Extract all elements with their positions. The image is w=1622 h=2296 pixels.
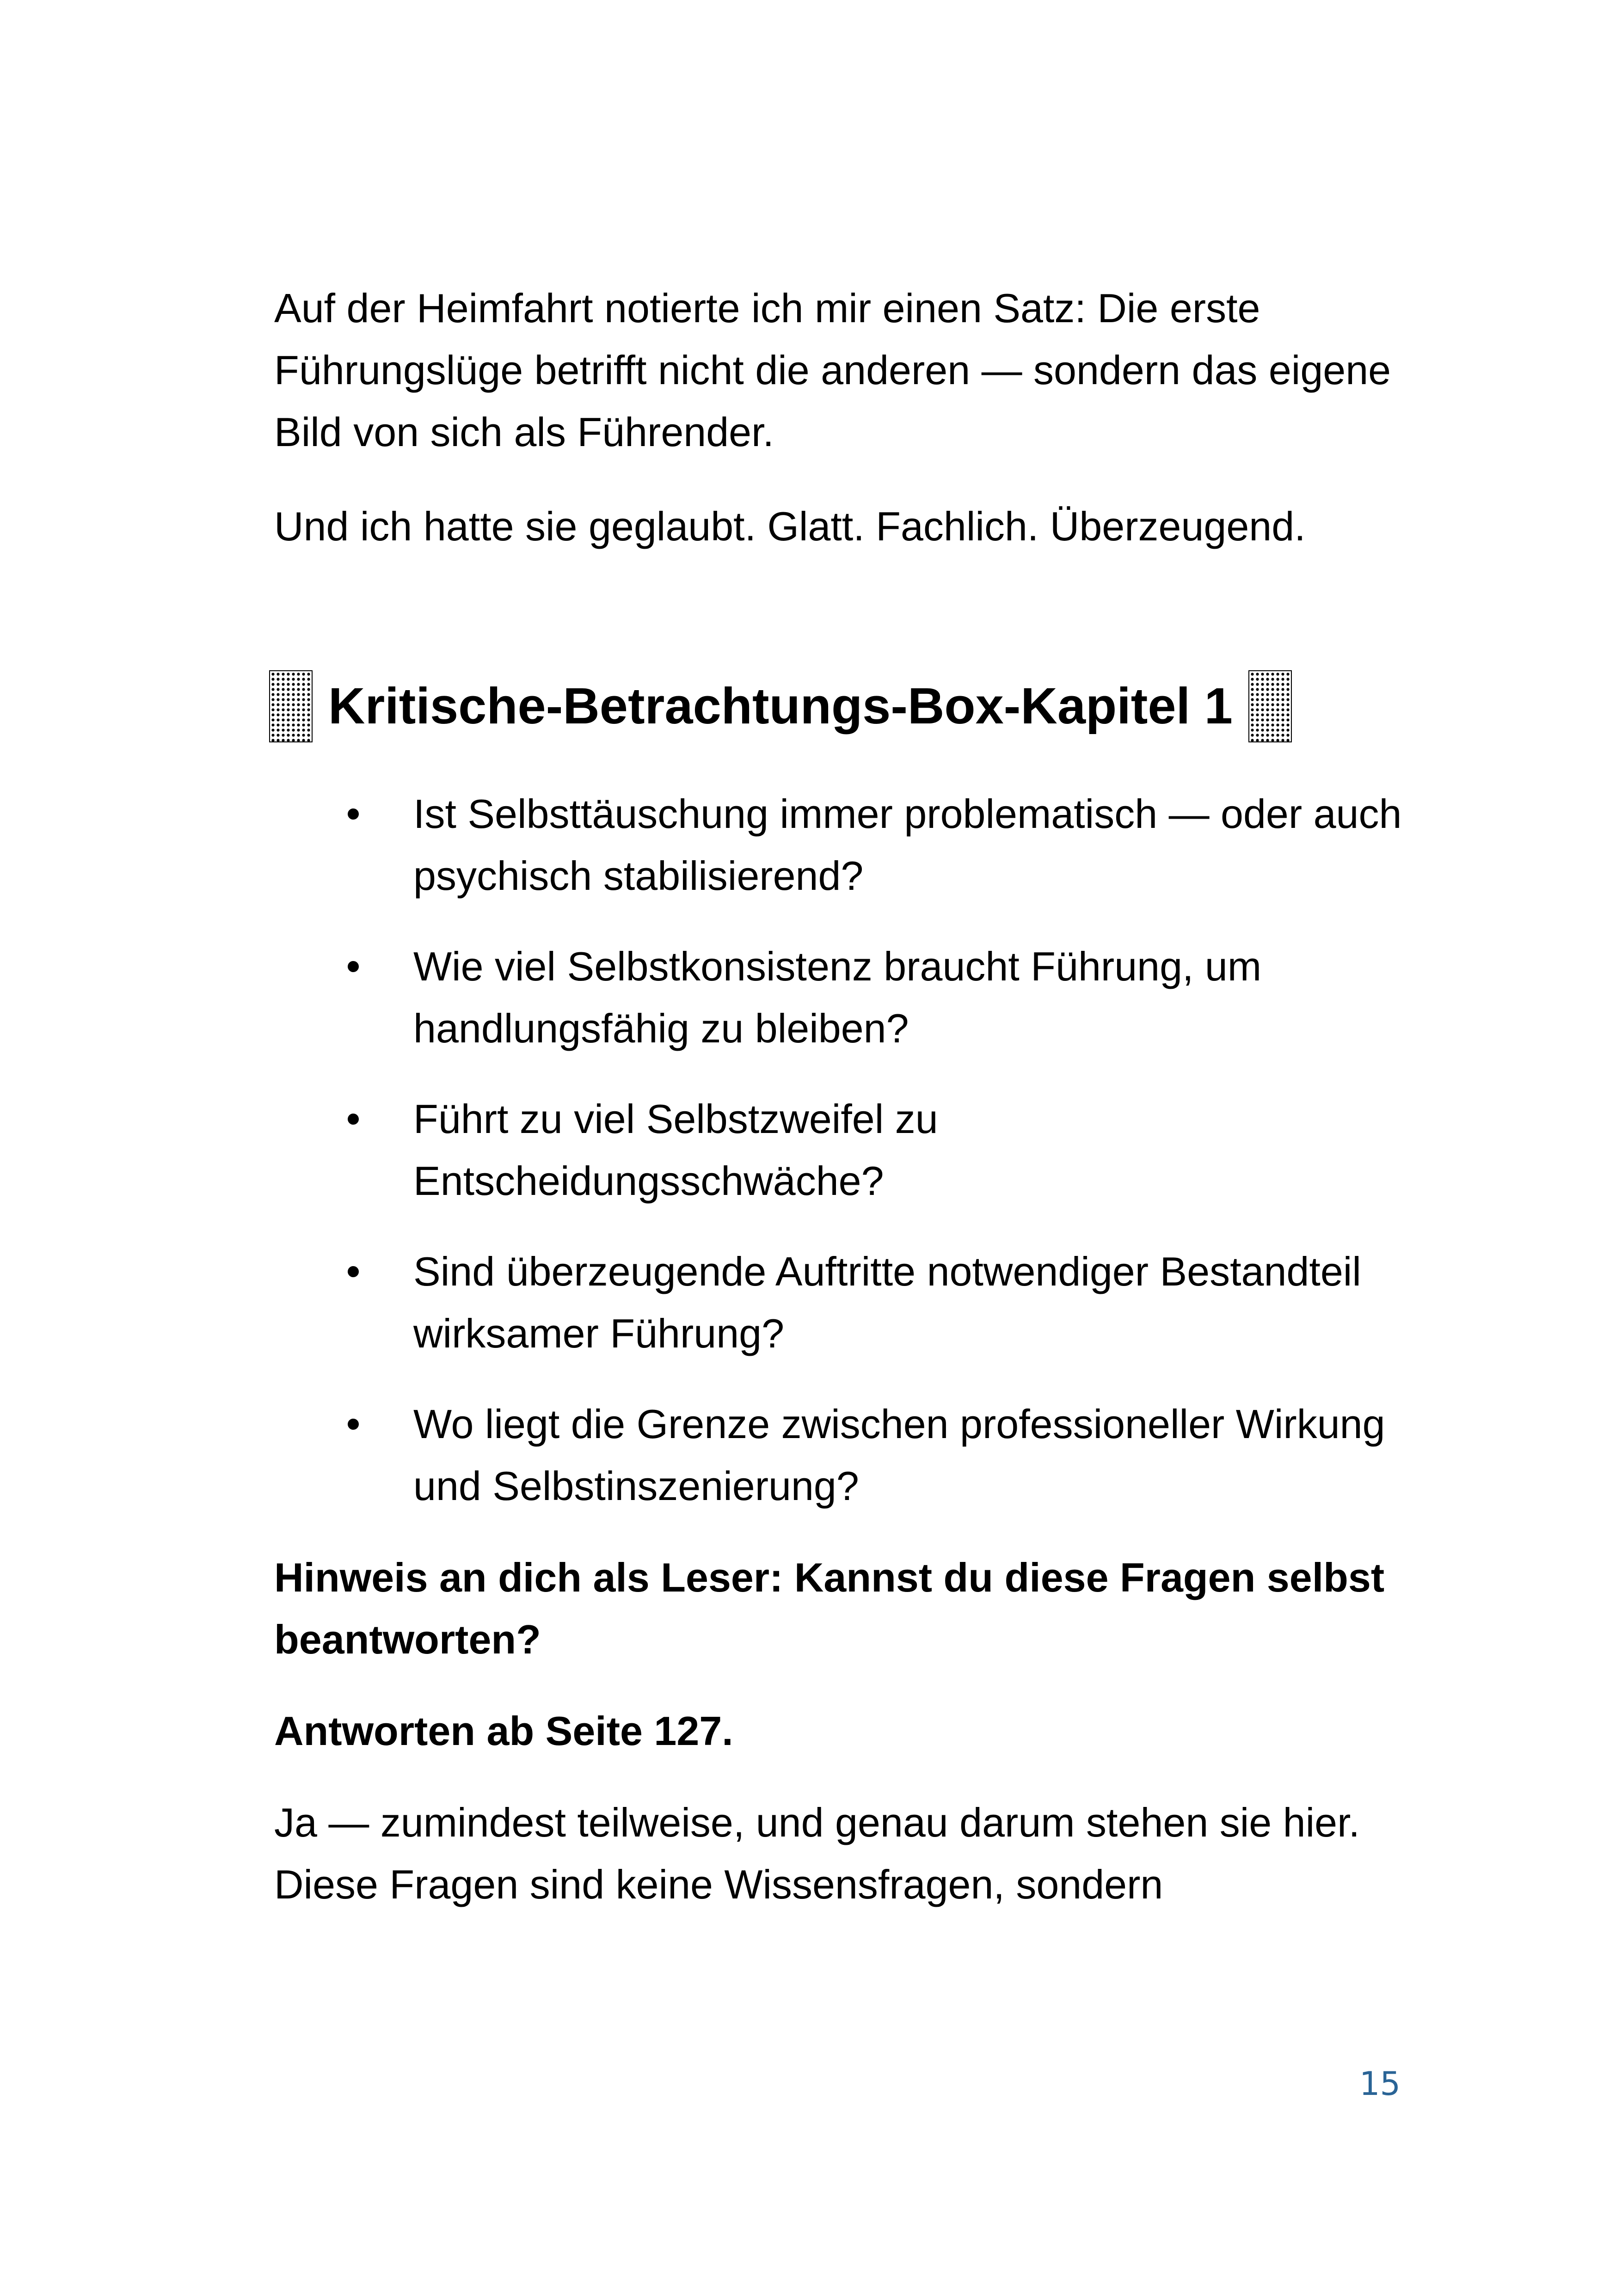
- list-item: [274, 936, 1416, 1059]
- question-text: Wo liegt die Grenze zwischen professioneller Wirkung und Selbstinszenierung?: [413, 1401, 1385, 1509]
- list-item: [274, 1393, 1416, 1517]
- bullet-icon: [348, 1419, 359, 1430]
- critical-box-heading: [269, 670, 1292, 742]
- reader-hint: Hinweis an dich als Leser: Kannst du diese Fragen selbst beantworten?: [274, 1555, 1385, 1662]
- critical-box-title: Kritische-Betrachtungs-Box-Kapitel 1: [328, 678, 1233, 735]
- question-text: Wie viel Selbstkonsistenz braucht Führung, um handlungsfähig zu bleiben?: [413, 943, 1262, 1051]
- closing-paragraph: Ja — zumindest teilweise, und genau darum stehen sie hier. Diese Fragen sind keine Wissensfragen, sondern: [274, 1800, 1360, 1907]
- list-item: [274, 1088, 1416, 1212]
- answers-reference: Antworten ab Seite 127.: [274, 1708, 733, 1754]
- list-item: [274, 1241, 1416, 1365]
- question-text: Führt zu viel Selbstzweifel zu Entscheidungsschwäche?: [413, 1096, 938, 1204]
- intro-paragraph: Auf der Heimfahrt notierte ich mir einen Satz: Die erste Führungslüge betrifft nicht die anderen — sondern das eigene Bild von sich als Führender.: [274, 285, 1391, 455]
- intro-paragraph: Und ich hatte sie geglaubt. Glatt. Fachlich. Überzeugend.: [274, 503, 1306, 549]
- page-number: 15: [1359, 2065, 1401, 2103]
- shade-block-icon: [1248, 670, 1292, 742]
- question-text: Sind überzeugende Auftritte notwendiger Bestandteil wirksamer Führung?: [413, 1249, 1361, 1356]
- bullet-icon: [348, 1266, 359, 1277]
- bullet-icon: [348, 808, 359, 820]
- notes-section: [274, 1547, 1416, 1916]
- question-text: Ist Selbsttäuschung immer problematisch — oder auch psychisch stabilisierend?: [413, 791, 1402, 899]
- list-item: [274, 783, 1416, 907]
- intro-section: [274, 277, 1416, 557]
- bullet-icon: [348, 961, 359, 972]
- shade-block-icon: [269, 670, 313, 742]
- question-list: [274, 783, 1416, 1546]
- bullet-icon: [348, 1114, 359, 1125]
